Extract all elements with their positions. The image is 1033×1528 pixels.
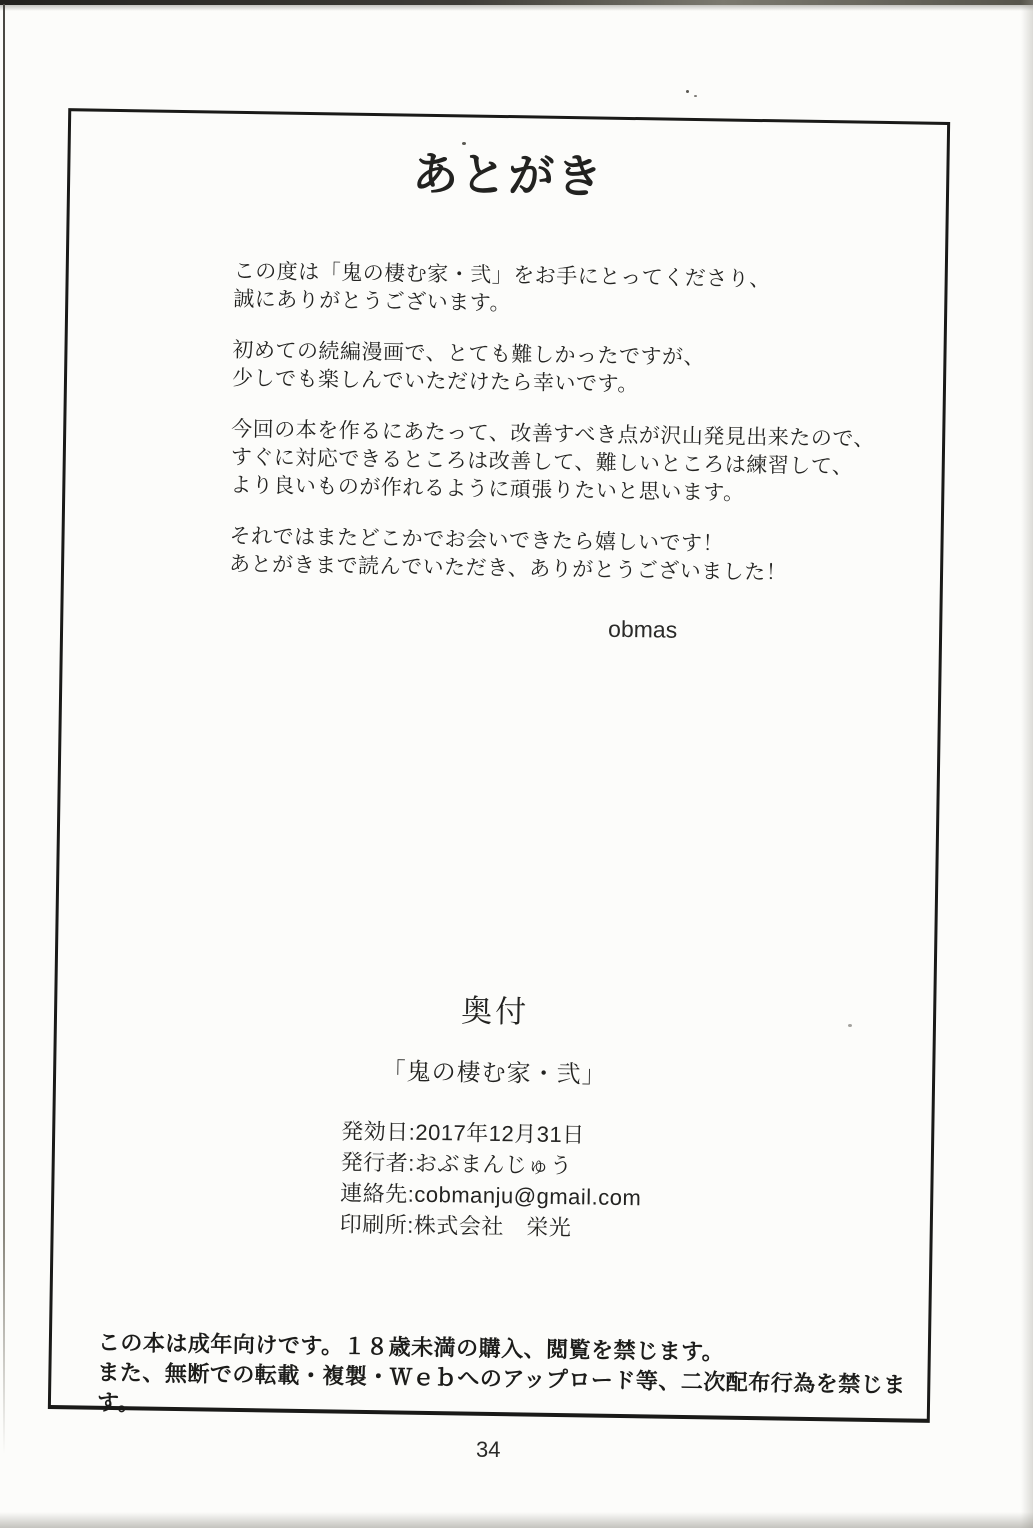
page-number: 34 xyxy=(476,1437,501,1462)
notice-line: この本は成年向けです。１８歳未満の購入、閲覧を禁じます。 xyxy=(97,1329,725,1365)
colophon-heading: 奥付 xyxy=(460,993,530,1030)
afterword-line: より良いものが作れるように頑張りたいと思います。 xyxy=(230,473,745,505)
colophon-book-title: 「鬼の棲む家・弐」 xyxy=(381,1058,607,1089)
colophon-detail-printer: 印刷所:株式会社 栄光 xyxy=(339,1211,572,1241)
afterword-line: 誠にありがとうございます。 xyxy=(233,287,512,316)
afterword-paragraph xyxy=(233,258,917,325)
author-signature: obmas xyxy=(607,615,678,643)
scan-edge-right xyxy=(1021,0,1033,1528)
afterword-line: すぐに対応できるところは改善して、難しいところは練習して、 xyxy=(230,445,854,479)
afterword-title: あとがき xyxy=(411,147,605,203)
scan-speck-artifact xyxy=(694,95,697,97)
scan-edge-left xyxy=(3,4,5,1454)
colophon-detail-issue-date: 発効日:2017年12月31日 xyxy=(341,1118,585,1148)
colophon-details xyxy=(340,1116,643,1245)
afterword-paragraph xyxy=(232,337,916,404)
colophon-detail-publisher: 発行者:おぶまんじゅう xyxy=(340,1149,573,1179)
afterword-line: それではまたどこかでお会いできたら嬉しいです！ xyxy=(229,524,725,556)
page-frame xyxy=(48,108,950,1423)
afterword-line: この度は「鬼の棲む家・弐」をお手にとってくださり、 xyxy=(233,259,771,292)
notice-line: また、無断での転載・複製・Ｗｅｂへのアップロード等、二次配布行為を禁じます。 xyxy=(96,1359,906,1416)
colophon-detail-contact: 連絡先:cobmanju@gmail.com xyxy=(340,1180,642,1211)
afterword-body xyxy=(229,258,917,613)
afterword-line: 今回の本を作るにあたって、改善すべき点が沢山発見出来たので、 xyxy=(231,417,876,451)
scan-edge-top xyxy=(0,0,1033,5)
afterword-line: あとがきまで読んでいただき、ありがとうございました！ xyxy=(228,552,788,585)
afterword-line: 初めての続編漫画で、とても難しかったですが、 xyxy=(232,338,706,370)
scan-edge-bottom xyxy=(0,1512,1033,1528)
age-restriction-notice xyxy=(97,1328,948,1431)
scan-edge-top-shadow xyxy=(0,5,1033,11)
afterword-paragraph xyxy=(230,416,914,511)
afterword-line: 少しでも楽しんでいただけたら幸いです。 xyxy=(231,366,640,397)
afterword-paragraph xyxy=(229,523,913,590)
scan-speck-artifact xyxy=(686,90,689,93)
